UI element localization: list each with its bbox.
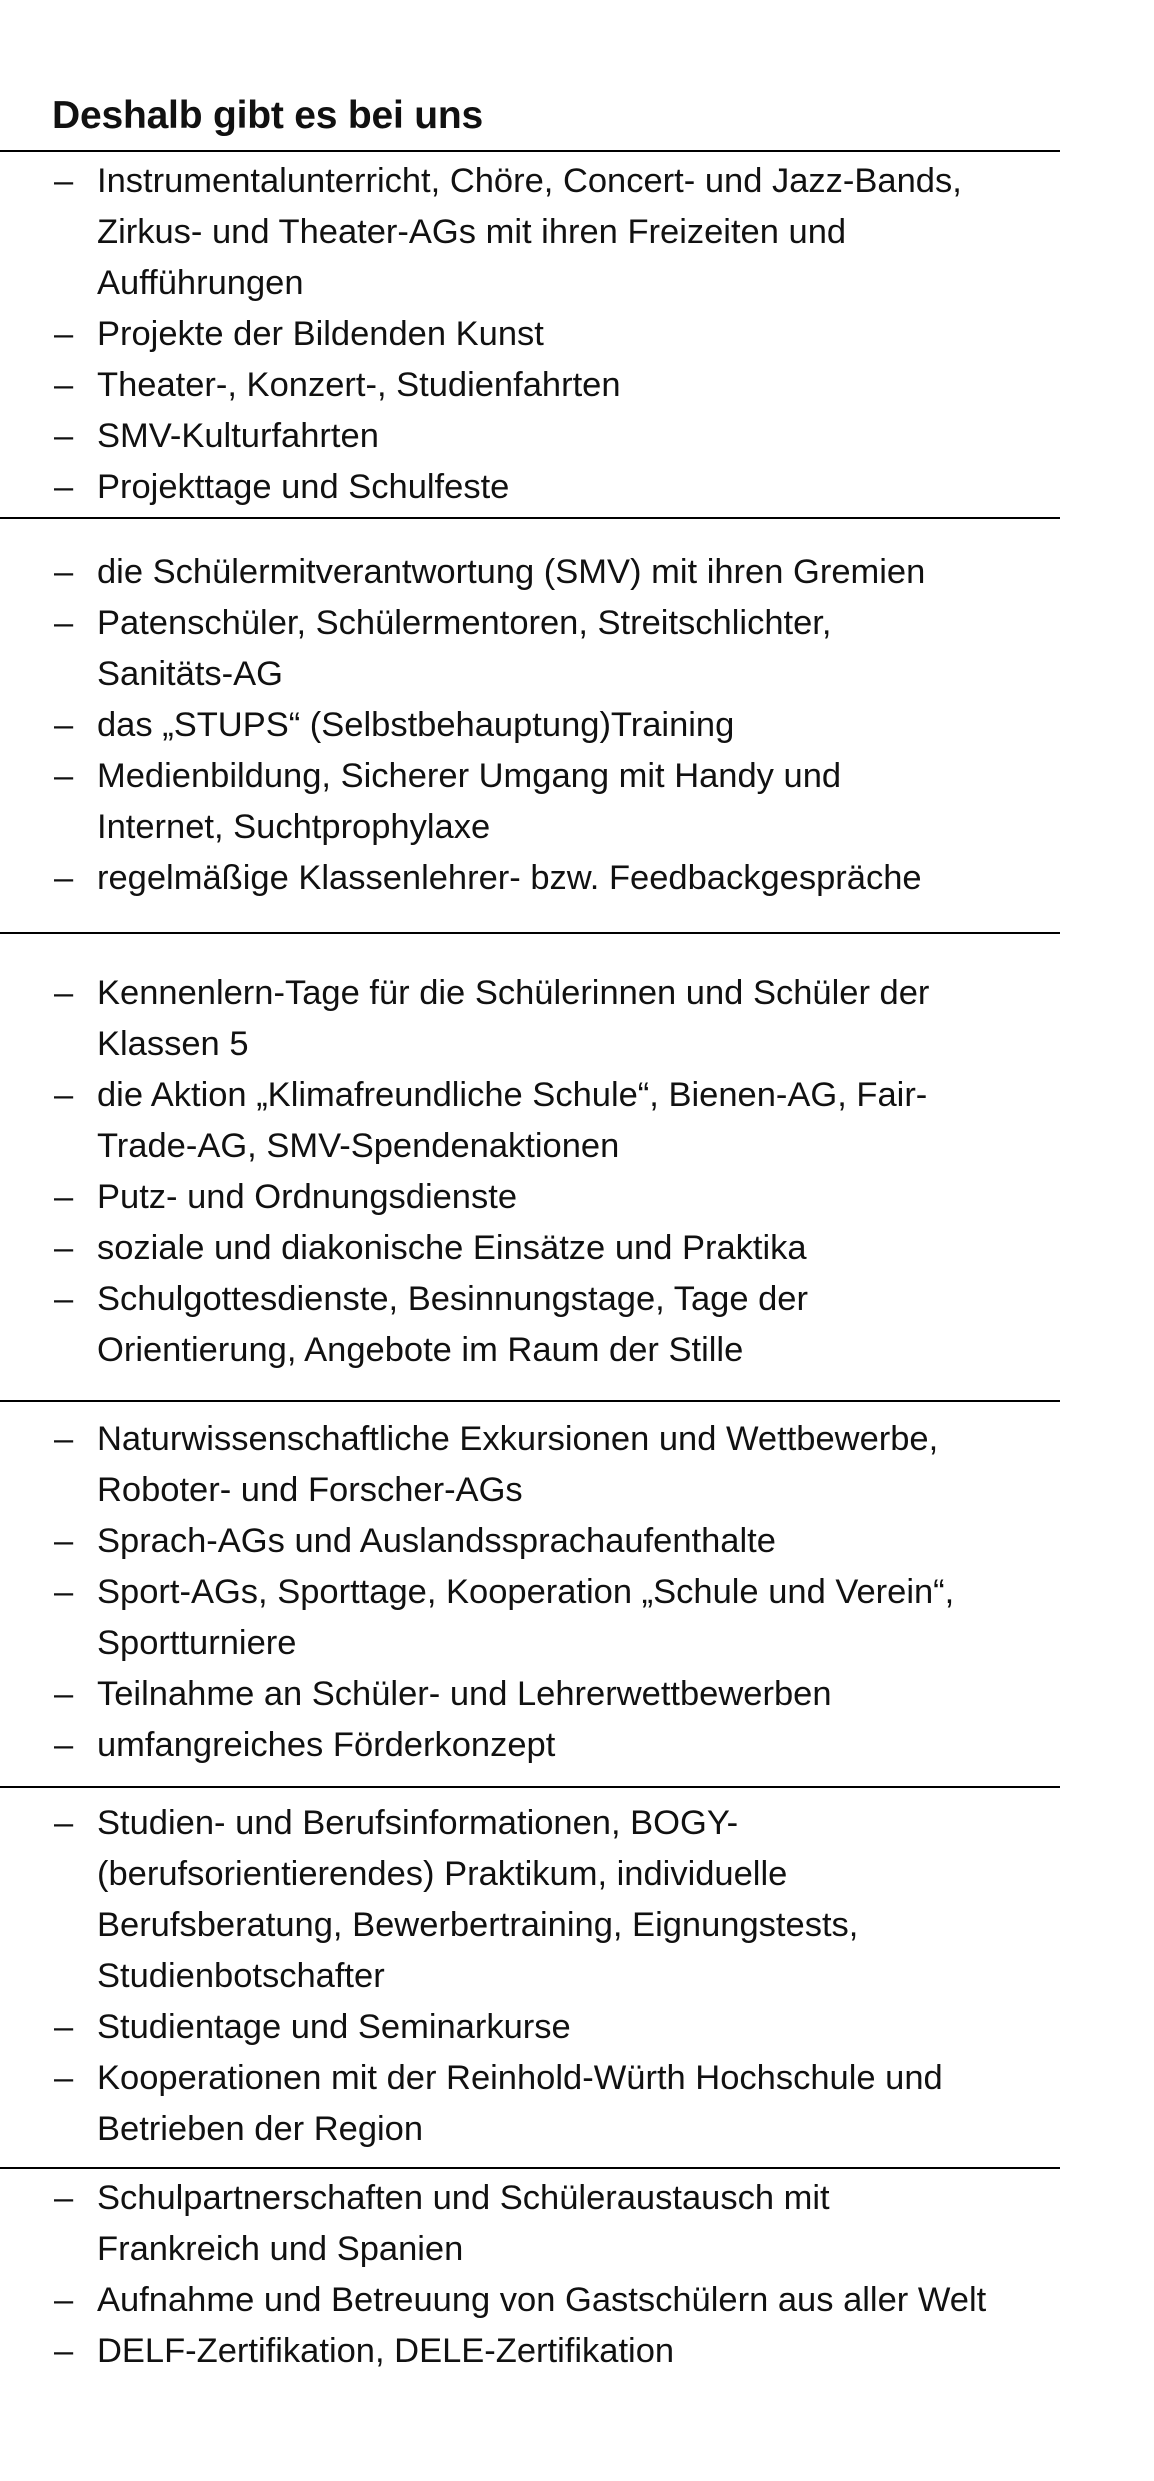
list-item-text: Kooperationen mit der Reinhold-Würth Hochschule und Betrieben der Region — [97, 2059, 943, 2148]
section-4 — [0, 1400, 1060, 1771]
list-item-text: Projekttage und Schulfeste — [97, 468, 510, 506]
list-item-text: Medienbildung, Sicherer Umgang mit Handy und Internet, Suchtprophylaxe — [97, 757, 842, 846]
list-item — [0, 700, 1060, 751]
list-item-text: Projekte der Bildenden Kunst — [97, 315, 544, 353]
list-item — [0, 1414, 1060, 1516]
list-item — [0, 1070, 1060, 1172]
dash-bullet: – — [54, 604, 74, 642]
list-item-text: Patenschüler, Schülermentoren, Streitschlichter, Sanitäts-AG — [97, 604, 832, 693]
dash-bullet: – — [54, 417, 74, 455]
dash-bullet: – — [54, 1573, 74, 1611]
section-5 — [0, 1786, 1060, 2155]
dash-bullet: – — [54, 2059, 74, 2097]
bullet-list — [0, 1414, 1060, 1771]
dash-bullet: – — [54, 859, 74, 897]
list-item-text: Studien- und Berufsinformationen, BOGY-(berufsorientierendes) Praktikum, individuelle Berufsberatung, Bewerbertraining, Eignungstests, Studienbotschafter — [97, 1804, 859, 1995]
bullet-list — [0, 1798, 1060, 2155]
list-item — [0, 968, 1060, 1070]
dash-bullet: – — [54, 2179, 74, 2217]
list-item-text: Studientage und Seminarkurse — [97, 2008, 571, 2046]
dash-bullet: – — [54, 2008, 74, 2046]
dash-bullet: – — [54, 315, 74, 353]
dash-bullet: – — [54, 553, 74, 591]
list-item-text: SMV-Kulturfahrten — [97, 417, 379, 455]
list-item — [0, 411, 1060, 462]
dash-bullet: – — [54, 757, 74, 795]
list-item-text: Teilnahme an Schüler- und Lehrerwettbewerben — [97, 1675, 832, 1713]
list-item — [0, 462, 1060, 513]
list-item — [0, 1567, 1060, 1669]
dash-bullet: – — [54, 1229, 74, 1267]
section-2 — [0, 517, 1060, 904]
list-item — [0, 547, 1060, 598]
list-item-text: Kennenlern-Tage für die Schülerinnen und Schüler der Klassen 5 — [97, 974, 930, 1063]
dash-bullet: – — [54, 162, 74, 200]
dash-bullet: – — [54, 1522, 74, 1560]
list-item-text: soziale und diakonische Einsätze und Praktika — [97, 1229, 807, 1267]
list-item-text: die Schülermitverantwortung (SMV) mit ihren Gremien — [97, 553, 926, 591]
dash-bullet: – — [54, 1178, 74, 1216]
list-item-text: Aufnahme und Betreuung von Gastschülern aus aller Welt — [97, 2281, 987, 2319]
bullet-list — [0, 156, 1060, 513]
list-item-text: Putz- und Ordnungsdienste — [97, 1178, 518, 1216]
dash-bullet: – — [54, 1675, 74, 1713]
dash-bullet: – — [54, 2332, 74, 2370]
list-item — [0, 2173, 1060, 2275]
section-6 — [0, 2167, 1060, 2377]
list-item-text: Sprach-AGs und Auslandssprachaufenthalte — [97, 1522, 776, 1560]
bullet-list — [0, 547, 1060, 904]
dash-bullet: – — [54, 1076, 74, 1114]
page-heading: Deshalb gibt es bei uns — [52, 94, 483, 137]
section-1 — [0, 150, 1060, 513]
dash-bullet: – — [54, 974, 74, 1012]
list-item — [0, 2326, 1060, 2377]
list-item-text: Schulpartnerschaften und Schüleraustausch mit Frankreich und Spanien — [97, 2179, 830, 2268]
list-item — [0, 751, 1060, 853]
list-item — [0, 598, 1060, 700]
list-item-text: regelmäßige Klassenlehrer- bzw. Feedbackgespräche — [97, 859, 922, 897]
list-item — [0, 853, 1060, 904]
list-item — [0, 2002, 1060, 2053]
list-item-text: Schulgottesdienste, Besinnungstage, Tage der Orientierung, Angebote im Raum der Stille — [97, 1280, 808, 1369]
list-item — [0, 1274, 1060, 1376]
list-item — [0, 1172, 1060, 1223]
dash-bullet: – — [54, 706, 74, 744]
dash-bullet: – — [54, 366, 74, 404]
list-item-text: Naturwissenschaftliche Exkursionen und Wettbewerbe, Roboter- und Forscher-AGs — [97, 1420, 939, 1509]
list-item — [0, 2053, 1060, 2155]
bullet-list — [0, 2173, 1060, 2377]
dash-bullet: – — [54, 1420, 74, 1458]
list-item — [0, 156, 1060, 309]
list-item-text: Instrumentalunterricht, Chöre, Concert- und Jazz-Bands, Zirkus- und Theater-AGs mit ihren Freizeiten und Aufführungen — [97, 162, 962, 302]
list-item — [0, 1223, 1060, 1274]
list-item-text: die Aktion „Klimafreundliche Schule“, Bienen-AG, Fair-Trade-AG, SMV-Spendenaktionen — [97, 1076, 928, 1165]
list-item — [0, 360, 1060, 411]
list-item-text: DELF-Zertifikation, DELE-Zertifikation — [97, 2332, 675, 2370]
dash-bullet: – — [54, 1804, 74, 1842]
section-3 — [0, 932, 1060, 1376]
dash-bullet: – — [54, 1726, 74, 1764]
list-item — [0, 2275, 1060, 2326]
list-item-text: umfangreiches Förderkonzept — [97, 1726, 556, 1764]
dash-bullet: – — [54, 468, 74, 506]
list-item-text: das „STUPS“ (Selbstbehauptung)Training — [97, 706, 735, 744]
list-item — [0, 1798, 1060, 2002]
list-item-text: Theater-, Konzert-, Studienfahrten — [97, 366, 621, 404]
list-item — [0, 1720, 1060, 1771]
list-item — [0, 1669, 1060, 1720]
list-item — [0, 1516, 1060, 1567]
dash-bullet: – — [54, 2281, 74, 2319]
bullet-list — [0, 968, 1060, 1376]
dash-bullet: – — [54, 1280, 74, 1318]
list-item — [0, 309, 1060, 360]
list-item-text: Sport-AGs, Sporttage, Kooperation „Schule und Verein“, Sportturniere — [97, 1573, 955, 1662]
